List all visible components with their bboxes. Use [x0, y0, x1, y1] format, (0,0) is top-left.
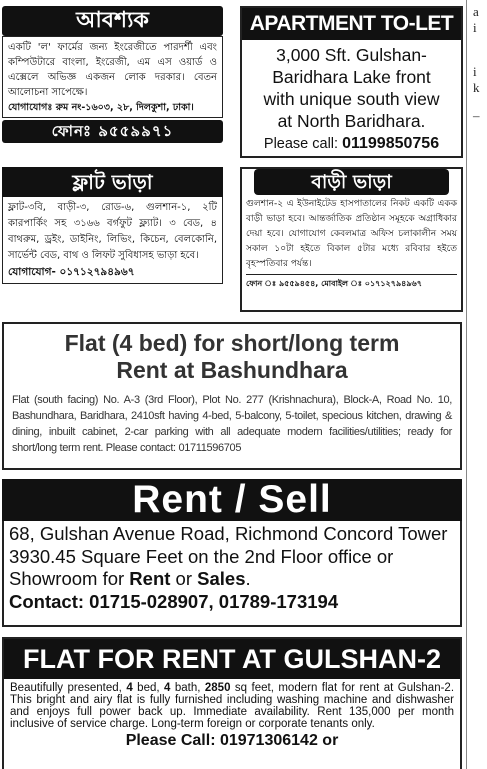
ad-rent-sell-period: . — [245, 568, 251, 589]
ad-rent-sell-sales-word: Sales — [197, 568, 246, 589]
ad-apartment-line: 3,000 Sft. Gulshan- — [276, 45, 427, 65]
ad-rent-sell-or: or — [170, 568, 198, 589]
ad-rent-sell-header: Rent / Sell — [2, 479, 462, 521]
ad-gulshan2-bed: 4 — [126, 682, 133, 694]
ad-bashundhara-title-1: Flat (4 bed) for short/long term — [64, 330, 400, 356]
ad-flat-rent-contact: যোগাযোগ- ০১৭১২৭৯৪৯৬৭ — [8, 266, 135, 278]
ad-gulshan2-text: sq feet, modern flat for rent at Gulshan-2. This bright and airy flat is fully furnished including washing machine and dishwasher and enjoys full power back up. Immediate availability. Rent 135,000 per month inclusive of service charge. Long-term foreign or corporate tenants only. — [10, 682, 455, 730]
ad-house-rent-contact: ফোন ঃ ৯৫৫৯৪৫৪, মোবাইল ঃ ০১৭১২৭৯৪৯৬৭ — [246, 274, 457, 291]
ad-bashundhara-body: Flat (south facing) No. A-3 (3rd Floor), Plot No. 277 (Krishnachura), Block-A, Road No. 10, Bashundhara, Baridhara, 2410sft having 4-bed, 5-balcony, 5-toilet, specious kitchen, drawing & dining, inbuilt cabinet, 2-car parking with all adequate modern facilities/utilities; ready for short/long term rent. Please contact: 01711596705 — [12, 394, 452, 454]
ad-gulshan2-header: FLAT FOR RENT AT GULSHAN-2 — [4, 639, 460, 679]
ad-gulshan2 — [2, 637, 462, 769]
column-fragment-char: – — [473, 108, 480, 123]
ad-gulshan2-bath: 4 — [164, 682, 171, 694]
column-fragment-char: a — [473, 4, 479, 19]
ad-gulshan2-body — [4, 679, 460, 730]
ad-apartment-call-label: Please call: — [263, 136, 343, 152]
column-fragment-char: i — [473, 20, 477, 35]
ad-apartment-phone: 01199850756 — [342, 135, 440, 152]
ad-gulshan2-text: bath, — [170, 682, 205, 694]
ad-gulshan2-sqft: 2850 — [204, 682, 231, 694]
adjacent-column-fragment — [466, 0, 487, 769]
ad-rent-sell-rent-word: Rent — [129, 568, 171, 589]
ad-wanted-body: একটি 'ল' ফার্মের জন্য ইংরেজীতে পারদর্শী এবং কম্পিউটারে বাংলা, ইংরেজী, এম এস ওয়ার্ড ও এক্সেলে অভিজ্ঞ একজন লোক দরকার। বেতন আলোচনা সাপেক্ষে। — [8, 42, 217, 98]
ad-rent-sell-body — [9, 523, 455, 591]
ad-wanted-contact: যোগাযোগঃ রুম নং-১৬০৩, ২৮, দিলকুশা, ঢাকা। — [8, 102, 194, 113]
ad-rent-sell-contact: Contact: 01715-028907, 01789-173194 — [9, 590, 339, 612]
ad-apartment-header: APARTMENT TO-LET — [242, 8, 461, 40]
column-fragment-char: i — [473, 64, 477, 79]
ad-gulshan2-text: Beautifully presented, — [10, 682, 127, 694]
ad-flat-rent-bengali — [2, 167, 223, 312]
ad-flat-rent-body: ফ্লাট-৩বি, বাড়ী-৩, রোড-৬, গুলশান-১, ২টি কারপার্কিং সহ ৩১৬৬ বর্গফুট ফ্ল্যাট। ৩ বেড, ৪ বাথরুম, ড্রইং, ডাইনিং, লিভিং, কিচেন, বেলকোনি, সার্ভেন্ট বেড, বাথ ও লিফট সুবিধাসহ ভাড়া হবে। — [8, 202, 217, 261]
ad-wanted-bengali — [2, 6, 223, 158]
column-fragment-char: k — [473, 80, 480, 95]
ad-house-rent-body: গুলশান-২ এ ইউনাইটেড হাসপাতালের নিকট একটি একক বাড়ী ভাড়া হবে। আন্তর্জাতিক প্রতিষ্ঠান সমূহকে অগ্রাধিকার দেয়া হবে। যোগাযোগ কেবলমাত্র অফিস চলাকালীন সময় সকাল ১০টা হইতে বিকাল ৫টার মধ্যে রবিবার হইতে বৃহস্পতিবার পর্যন্ত। — [246, 199, 457, 269]
ad-wanted-header: আবশ্যক — [2, 6, 223, 36]
ad-apartment-call — [242, 135, 461, 153]
ad-rent-sell-text: 68, Gulshan Avenue Road, Richmond Concord Tower 3930.45 Square Feet on the 2nd Floor office or Showroom for — [9, 523, 448, 589]
ad-bashundhara — [2, 322, 462, 470]
ad-house-rent-bengali — [240, 167, 463, 312]
ad-gulshan2-text: bed, — [132, 682, 164, 694]
ad-house-rent-header: বাড়ী ভাড়া — [254, 169, 449, 195]
ad-wanted-phone: ফোনঃ ৯৫৫৯৯৭১ — [2, 120, 223, 143]
ad-apartment-line: with unique south view — [263, 89, 440, 109]
ad-flat-rent-header: ফ্লাট ভাড়া — [2, 167, 223, 197]
ad-apartment-line: at North Baridhara. — [277, 111, 426, 131]
ad-bashundhara-title-2: Rent at Bashundhara — [116, 357, 348, 383]
ad-apartment-line: Baridhara Lake front — [272, 67, 431, 87]
ad-rent-sell — [2, 479, 462, 627]
ad-gulshan2-call: Please Call: 01971306142 or — [125, 732, 339, 749]
ad-apartment-tolet — [240, 6, 463, 158]
